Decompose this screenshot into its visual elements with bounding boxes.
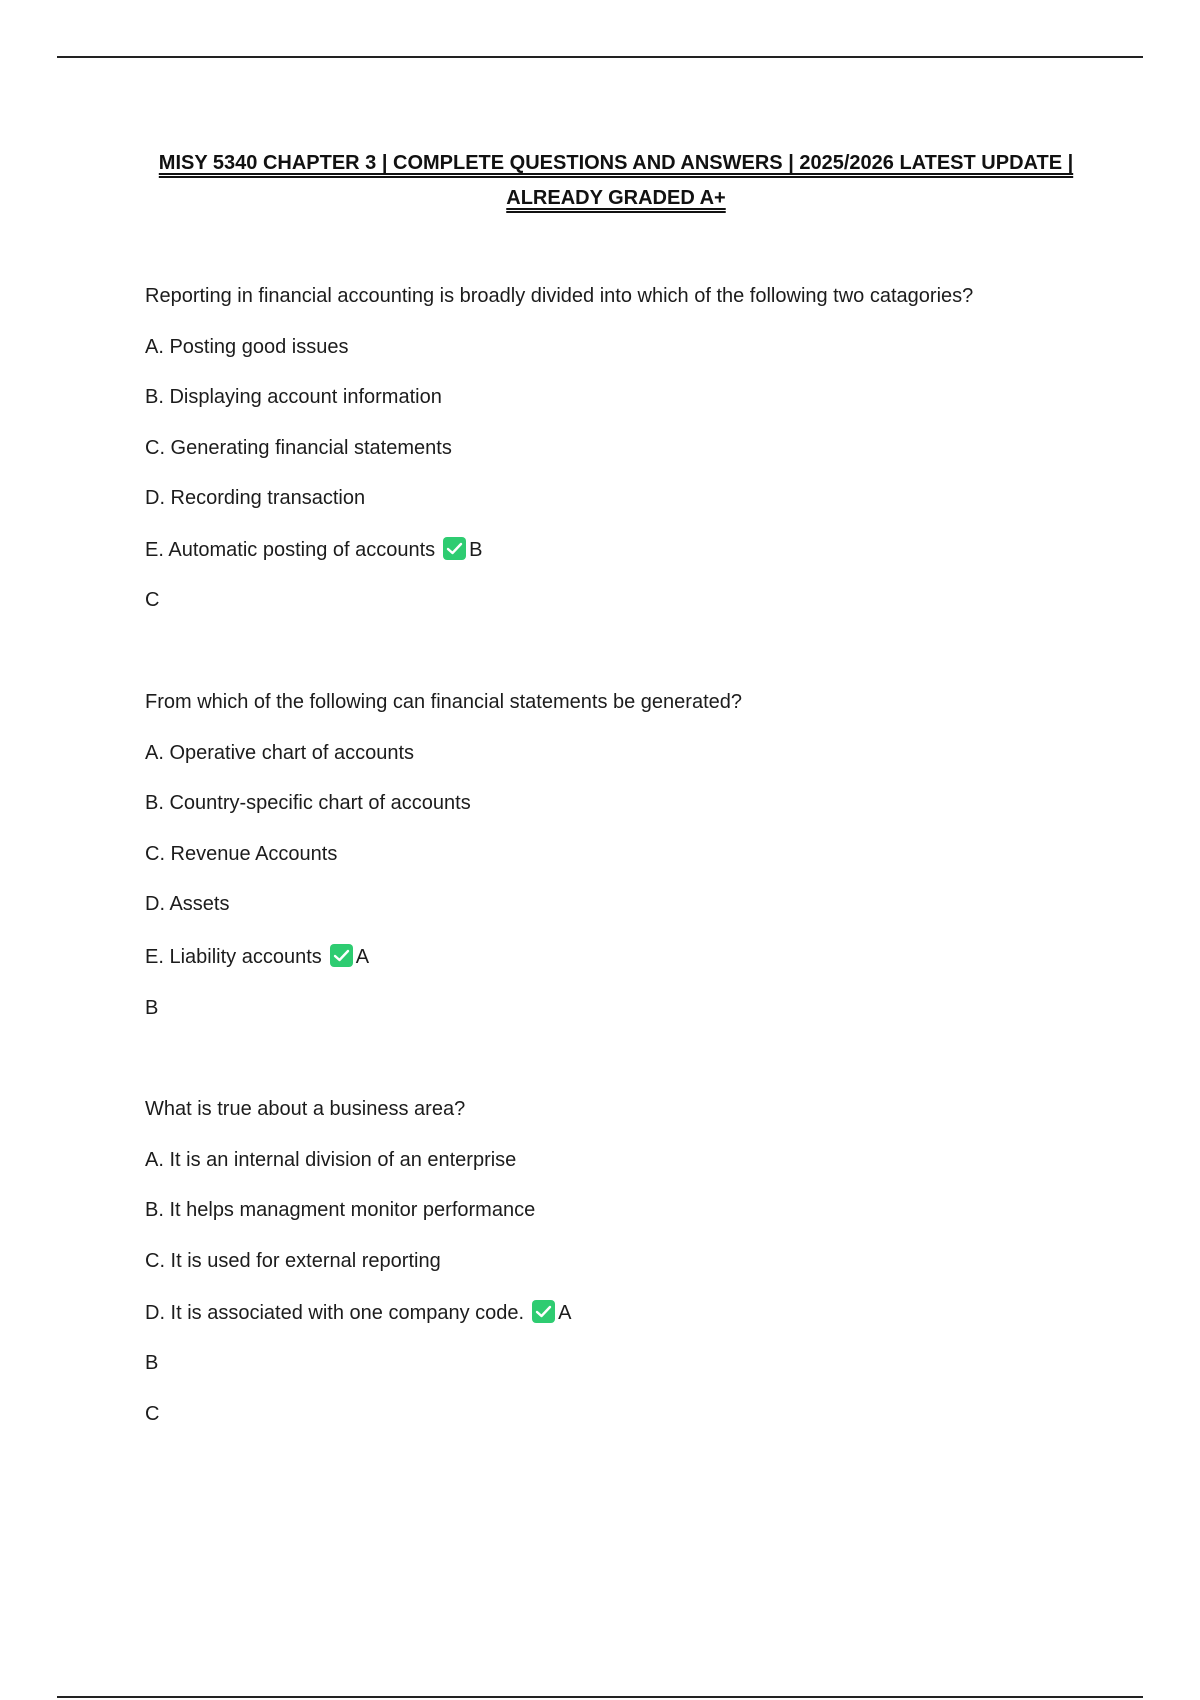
check-mark-icon [532,1300,555,1323]
title-line-2: ALREADY GRADED A+ [506,187,726,209]
question-2-answer-2: B [145,997,159,1019]
question-2-text: From which of the following can financial statements be generated? [145,691,743,713]
question-3-answer-3: C [145,1403,160,1425]
question-1-option-d: D. Recording transaction [145,487,366,509]
question-1-option-c: C. Generating financial statements [145,437,452,459]
top-rule [57,56,1143,58]
question-1-option-e: E. Automatic posting of accounts [145,539,436,561]
question-1-option-e-row [145,537,483,563]
question-3-option-d: D. It is associated with one company code. [145,1302,525,1324]
question-1-answer-2: C [145,589,160,611]
question-2-answer-1: A [355,946,370,968]
question-2-option-e: E. Liability accounts [145,946,322,968]
question-2-option-c: C. Revenue Accounts [145,843,338,865]
title-line-1: MISY 5340 CHAPTER 3 | COMPLETE QUESTIONS AND ANSWERS | 2025/2026 LATEST UPDATE | [158,152,1074,174]
question-3-answer-2: B [145,1352,159,1374]
question-2-option-e-row [145,944,369,970]
question-3-text: What is true about a business area? [145,1098,466,1120]
question-2-option-b: B. Country-specific chart of accounts [145,792,471,814]
question-2-option-a: A. Operative chart of accounts [145,742,415,764]
question-3-option-d-row [145,1300,571,1326]
question-3-answer-1: A [558,1302,572,1324]
check-mark-icon [443,537,466,560]
check-mark-icon [330,944,353,967]
question-1-answer-1: B [469,539,483,561]
question-1-option-b: B. Displaying account information [145,386,442,408]
question-3-option-a: A. It is an internal division of an enterprise [145,1149,517,1171]
document-title [145,146,1087,216]
question-1-text: Reporting in financial accounting is broadly divided into which of the following two catagories? [145,285,974,307]
question-2-option-d: D. Assets [145,893,230,915]
question-3-option-c: C. It is used for external reporting [145,1250,441,1272]
question-1-option-a: A. Posting good issues [145,336,349,358]
question-3-option-b: B. It helps managment monitor performance [145,1199,536,1221]
bottom-rule [57,1696,1143,1698]
